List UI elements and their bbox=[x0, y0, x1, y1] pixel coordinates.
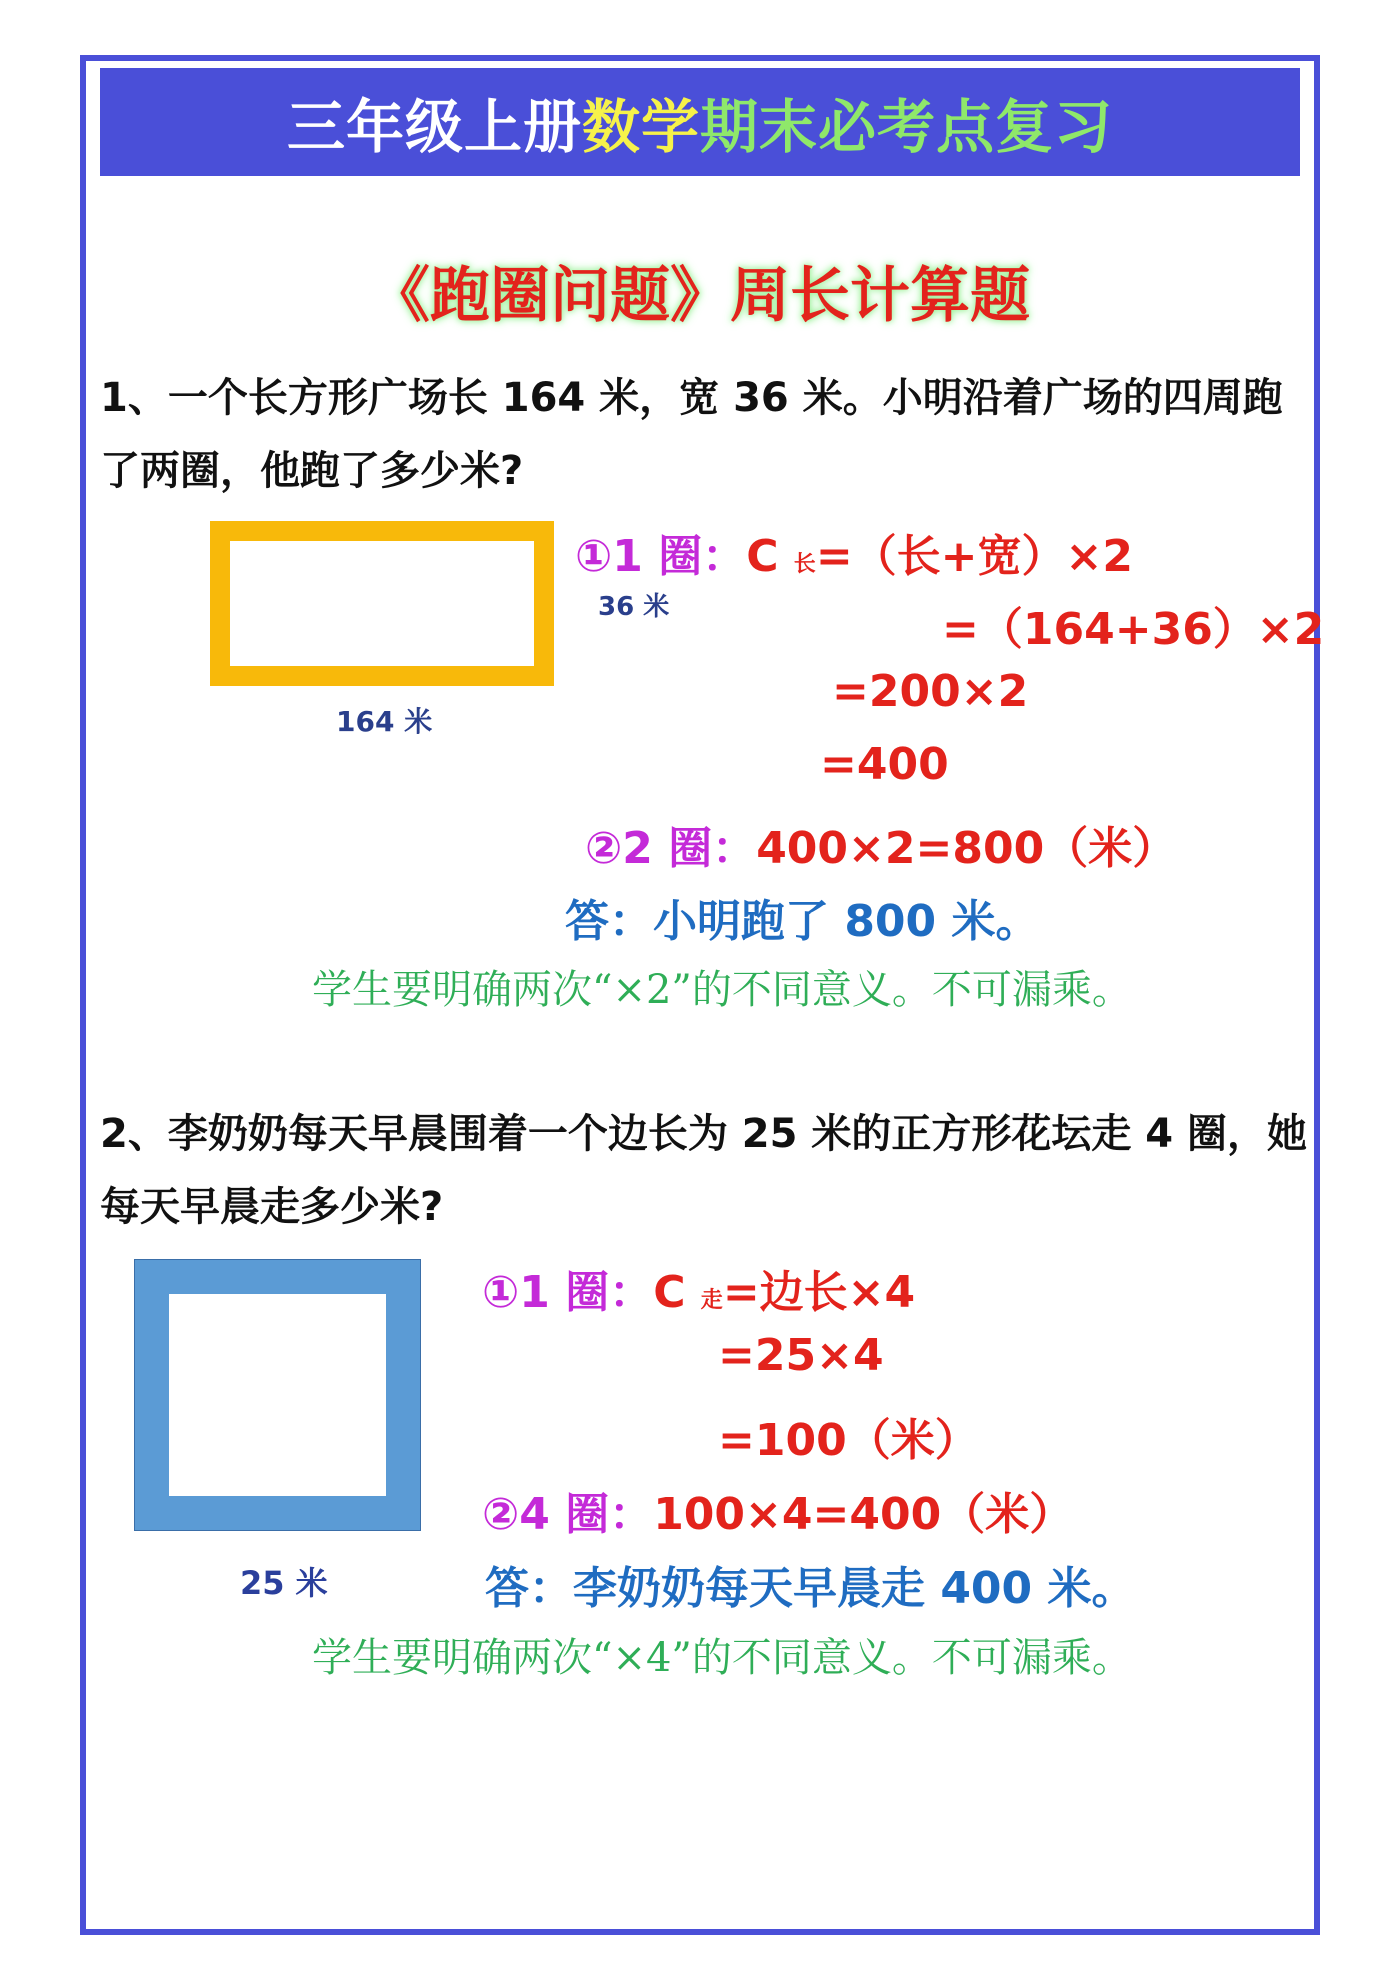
title-part-2: 数学 bbox=[581, 93, 700, 161]
q1-answer: 答：小明跑了 800 米。 bbox=[565, 896, 1040, 947]
q1-formula-c: C bbox=[746, 531, 794, 582]
q2-formula-c: C bbox=[653, 1267, 701, 1318]
q2-step1-label: ①1 圈： bbox=[482, 1267, 654, 1318]
section-title: 《跑圈问题》周长计算题 bbox=[370, 261, 1030, 331]
title-part-1: 三年级上册 bbox=[286, 93, 582, 161]
q1-formula-subscript: 长 bbox=[793, 552, 816, 577]
square-side-label: 25 米 bbox=[240, 1564, 328, 1602]
square-diagram bbox=[135, 1260, 420, 1530]
title-part-3: 期末必考点复习 bbox=[700, 93, 1114, 161]
q1-note: 学生要明确两次“×2”的不同意义。不可漏乘。 bbox=[312, 967, 1132, 1013]
q1-step1 bbox=[575, 520, 1133, 584]
q2-step2-formula: 100×4=400（米） bbox=[653, 1489, 1074, 1540]
rectangle-diagram bbox=[210, 521, 554, 686]
q2-formula-subscript: 走 bbox=[700, 1288, 723, 1313]
question-2-text: 2、李奶奶每天早晨围着一个边长为 25 米的正方形花坛走 4 圈，她每天早晨走多少米? bbox=[100, 1111, 1308, 1230]
q1-step2-formula: 400×2=800（米） bbox=[756, 823, 1177, 874]
q1-step2-label: ②2 圈： bbox=[585, 823, 757, 874]
q2-line-2: =25×4 bbox=[718, 1330, 884, 1381]
q2-step2-label: ②4 圈： bbox=[482, 1489, 654, 1540]
rect-length-label: 164 米 bbox=[336, 705, 433, 738]
q1-step1-label: ①1 圈： bbox=[575, 531, 747, 582]
q2-step1 bbox=[482, 1256, 915, 1320]
q1-line-2: =（164+36）×2 bbox=[942, 604, 1325, 655]
q1-line-4: =400 bbox=[820, 739, 949, 790]
question-1-text: 1、一个长方形广场长 164 米，宽 36 米。小明沿着广场的四周跑了两圈，他跑了多少米? bbox=[100, 375, 1283, 494]
q2-formula-rest: =边长×4 bbox=[722, 1267, 916, 1318]
q1-step2 bbox=[585, 812, 1176, 876]
q2-note: 学生要明确两次“×4”的不同意义。不可漏乘。 bbox=[312, 1635, 1132, 1681]
q2-line-3: =100（米） bbox=[718, 1415, 979, 1466]
q1-formula-rest: =（长+宽）×2 bbox=[815, 531, 1134, 582]
q2-step2 bbox=[482, 1478, 1073, 1542]
rect-width-label: 36 米 bbox=[598, 592, 670, 622]
q2-answer: 答：李奶奶每天早晨走 400 米。 bbox=[485, 1563, 1136, 1614]
q1-line-3: =200×2 bbox=[832, 666, 1029, 717]
header-banner bbox=[100, 68, 1300, 176]
